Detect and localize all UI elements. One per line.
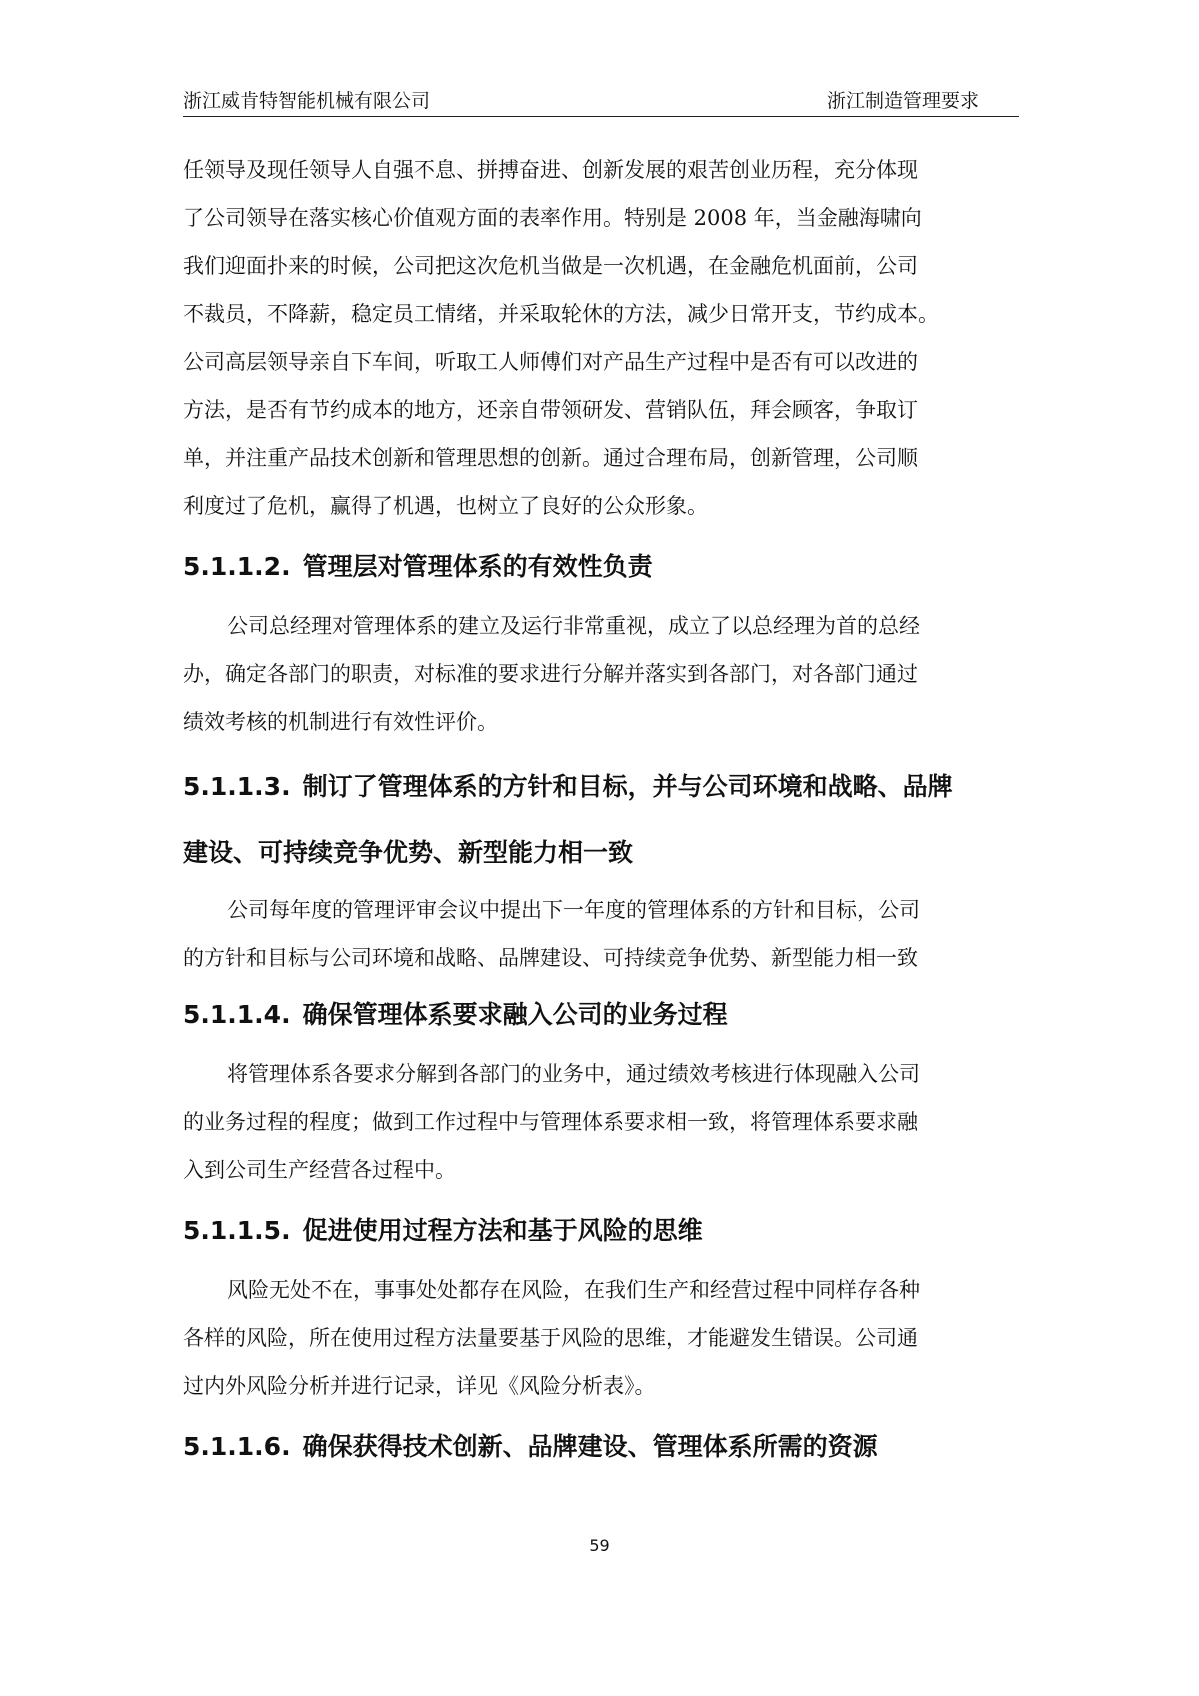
header-doc-title: 浙江制造管理要求 (826, 90, 979, 112)
text-line: 不裁员，不降薪，稳定员工情绪，并采取轮休的方法，减少日常开支，节约成本。 (183, 302, 939, 326)
text-line: 任领导及现任领导人自强不息、拼搏奋进、创新发展的艰苦创业历程，充分体现 (183, 158, 918, 182)
section-body (183, 1266, 1019, 1410)
text-line: 利度过了危机，赢得了机遇，也树立了良好的公众形象。 (183, 494, 708, 518)
section-body (183, 1050, 1019, 1194)
text-line: 各样的风险，所在使用过程方法量要基于风险的思维，才能避发生错误。公司通 (183, 1326, 918, 1350)
text-line: 公司每年度的管理评审会议中提出下一年度的管理体系的方针和目标，公司 (227, 898, 920, 922)
section-number: 5.1.1.4. (183, 1000, 291, 1029)
section-heading (183, 1198, 1019, 1264)
text-line: 入到公司生产经营各过程中。 (183, 1158, 456, 1182)
page-header (183, 82, 1019, 117)
text-line: 公司总经理对管理体系的建立及运行非常重视，成立了以总经理为首的总经 (227, 614, 920, 638)
section-body (183, 602, 1019, 746)
text-line: 方法，是否有节约成本的地方，还亲自带领研发、营销队伍，拜会顾客，争取订 (183, 398, 918, 422)
section-title: 促进使用过程方法和基于风险的思维 (302, 1216, 703, 1245)
section-title: 确保管理体系要求融入公司的业务过程 (302, 1000, 728, 1029)
text-line: 风险无处不在，事事处处都存在风险，在我们生产和经营过程中同样存各种 (227, 1278, 920, 1302)
section-number: 5.1.1.5. (183, 1216, 291, 1245)
text-line: 了公司领导在落实核心价值观方面的表率作用。特别是 2008 年，当金融海啸向 (183, 206, 922, 230)
section-title: 确保获得技术创新、品牌建设、管理体系所需的资源 (302, 1432, 878, 1461)
page-number: 59 (589, 1536, 610, 1555)
section-heading (183, 534, 1019, 600)
section-number: 5.1.1.3. (183, 772, 291, 801)
section-number: 5.1.1.2. (183, 552, 291, 581)
text-line: 办，确定各部门的职责，对标准的要求进行分解并落实到各部门，对各部门通过 (183, 662, 918, 686)
section-heading (183, 1414, 1019, 1480)
text-line: 公司高层领导亲自下车间，听取工人师傅们对产品生产过程中是否有可以改进的 (183, 350, 918, 374)
text-line: 单，并注重产品技术创新和管理思想的创新。通过合理布局，创新管理，公司顺 (183, 446, 918, 470)
section-body (183, 886, 1019, 982)
text-line: 过内外风险分析并进行记录，详见《风险分析表》。 (183, 1374, 656, 1398)
header-company: 浙江威肯特智能机械有限公司 (183, 90, 431, 112)
page-content (183, 146, 1019, 1480)
section-heading (183, 754, 1019, 820)
intro-paragraph (183, 146, 1019, 530)
section-title: 制订了管理体系的方针和目标，并与公司环境和战略、品牌 (302, 772, 953, 801)
section-heading-continued (183, 820, 1019, 886)
text-line: 绩效考核的机制进行有效性评价。 (183, 710, 498, 734)
text-line: 将管理体系各要求分解到各部门的业务中，通过绩效考核进行体现融入公司 (227, 1062, 920, 1086)
text-line: 的方针和目标与公司环境和战略、品牌建设、可持续竞争优势、新型能力相一致 (183, 946, 918, 970)
text-line: 我们迎面扑来的时候，公司把这次危机当做是一次机遇，在金融危机面前，公司 (183, 254, 918, 278)
section-title-line-2: 建设、可持续竞争优势、新型能力相一致 (183, 838, 634, 867)
section-title: 管理层对管理体系的有效性负责 (302, 552, 653, 581)
section-heading (183, 982, 1019, 1048)
text-line: 的业务过程的程度；做到工作过程中与管理体系要求相一致，将管理体系要求融 (183, 1110, 918, 1134)
section-number: 5.1.1.6. (183, 1432, 291, 1461)
